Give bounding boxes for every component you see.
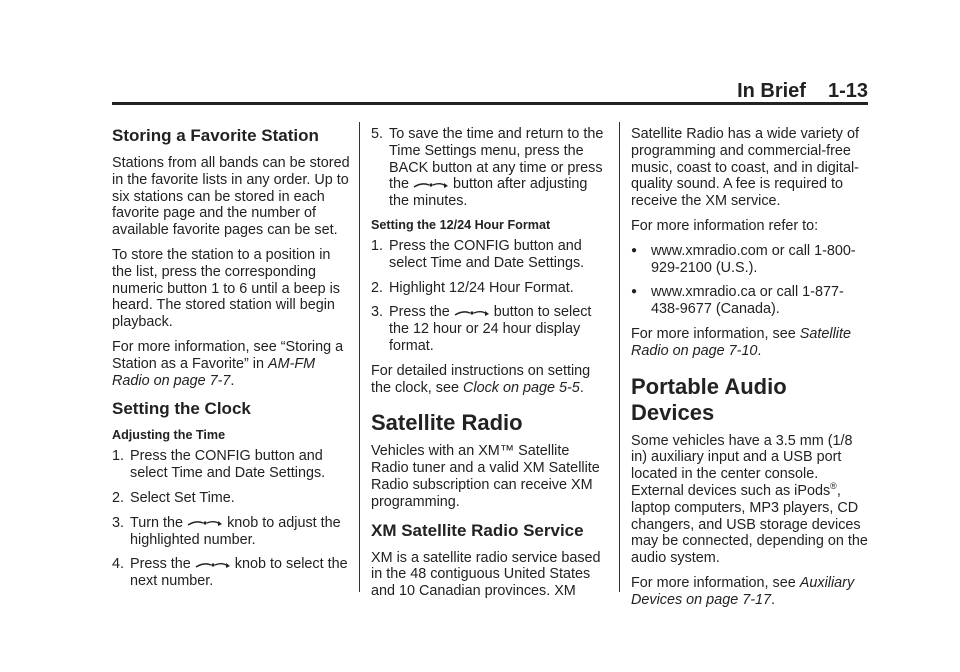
cross-reference-link[interactable]: Satellite Radio on page 7-10 <box>631 325 851 359</box>
column-2 <box>371 126 609 608</box>
list-item: 1. Press the CONFIG button and select Time and Date Settings. <box>112 448 326 482</box>
paragraph: Some vehicles have a 3.5 mm (1/8 in) auxiliary input and a USB port located in the center console. External devices such as iPods®, laptop computers, MP3 players, CD changers, and USB storage devices may be connected, depending on the audio system. <box>631 432 868 567</box>
paragraph: For more information, see Auxiliary Devices on page 7-17. <box>631 574 855 608</box>
paragraph: XM is a satellite radio service based in the 48 contiguous United States and 10 Canadian provinces. XM <box>371 549 601 600</box>
list-item: 3. Press the button to select the 12 hour or 24 hour display format. <box>371 304 592 354</box>
heading-portable-audio: Portable Audio Devices <box>631 373 787 425</box>
list-item: 4. Press the knob to select the next number. <box>112 556 348 590</box>
tune-select-knob-icon <box>194 560 232 570</box>
heading-setting-clock: Setting the Clock <box>112 399 251 419</box>
heading-satellite-radio: Satellite Radio <box>371 410 523 436</box>
tune-select-knob-icon <box>412 180 450 190</box>
column-1 <box>112 126 350 598</box>
subheading-adjusting-time: Adjusting the Time <box>112 428 226 443</box>
list-item: 2. Select Set Time. <box>112 489 235 506</box>
column-divider <box>619 122 620 592</box>
list-item: 5. To save the time and return to the Time Settings menu, press the BACK button at any time or press the button after adjusting the minutes. <box>371 126 604 210</box>
subheading-12-24-format: Setting the 12/24 Hour Format <box>371 217 551 232</box>
section-title: In Brief <box>737 80 806 102</box>
paragraph: Satellite Radio has a wide variety of programming and commercial-free music, coast to coast, and in digital-quality sound. A fee is required to receive the XM service. <box>631 126 859 210</box>
paragraph: To store the station to a position in the list, press the corresponding numeric button 1 to 6 until a beep is heard. The stored station will begin playback. <box>112 246 340 331</box>
paragraph: For detailed instructions on setting the clock, see Clock on page 5-5. <box>371 362 591 396</box>
list-item: 1. Press the CONFIG button and select Time and Date Settings. <box>371 237 585 271</box>
tune-select-knob-icon <box>186 518 224 528</box>
bullet-icon: ● <box>631 244 638 256</box>
paragraph: For more information refer to: <box>631 217 819 234</box>
column-divider <box>359 122 360 592</box>
cross-reference-link[interactable]: Clock on page 5-5 <box>463 379 580 396</box>
paragraph: For more information, see “Storing a Station as a Favorite” in AM-FM Radio on page 7-7. <box>112 338 344 389</box>
paragraph: For more information, see Satellite Radio on page 7-10. <box>631 325 851 359</box>
cross-reference-link[interactable]: Auxiliary Devices on page 7-17 <box>631 574 855 608</box>
list-item: 2. Highlight 12/24 Hour Format. <box>371 279 574 296</box>
page-header <box>737 80 868 103</box>
header-rule <box>112 102 868 105</box>
list-item: ● www.xmradio.ca or call 1-877-438-9677 (Canada). <box>631 284 844 318</box>
tune-select-knob-icon <box>453 308 491 318</box>
bullet-icon: ● <box>631 286 638 298</box>
heading-storing-favorite: Storing a Favorite Station <box>112 126 319 145</box>
cross-reference-link[interactable]: AM-FM Radio on page 7-7 <box>112 355 316 389</box>
list-item: ● www.xmradio.com or call 1-800-929-2100 (U.S.). <box>631 242 856 276</box>
page-number: 1-13 <box>827 80 868 102</box>
column-3 <box>631 126 869 617</box>
heading-xm-service: XM Satellite Radio Service <box>371 520 584 540</box>
paragraph: Stations from all bands can be stored in the favorite lists in any order. Up to six stations can be stored in each favorite page and the number of available favorite pages can be set. <box>112 155 350 239</box>
list-item: 3. Turn the knob to adjust the highlighted number. <box>112 514 341 548</box>
paragraph: Vehicles with an XM™ Satellite Radio tuner and a valid XM Satellite Radio subscription can receive XM programming. <box>371 443 600 510</box>
